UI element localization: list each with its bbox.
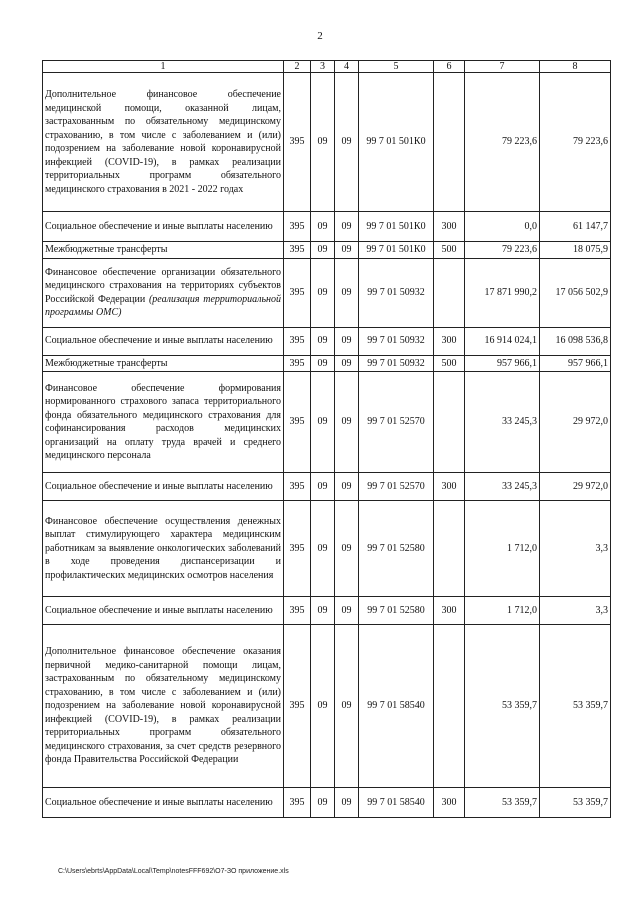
cell-col6: 300 — [434, 597, 465, 625]
table-row — [43, 625, 611, 788]
cell-col6 — [434, 372, 465, 473]
cell-col7: 33 245,3 — [465, 473, 540, 501]
table-row — [43, 372, 611, 473]
cell-col8: 29 972,0 — [540, 473, 611, 501]
table-row — [43, 501, 611, 597]
cell-col8: 29 972,0 — [540, 372, 611, 473]
cell-col2: 395 — [284, 788, 311, 818]
cell-col2: 395 — [284, 242, 311, 259]
cell-col8: 16 098 536,8 — [540, 327, 611, 355]
column-header: 8 — [540, 61, 611, 73]
cell-col3: 09 — [311, 327, 335, 355]
cell-col2: 395 — [284, 355, 311, 372]
cell-col4: 09 — [335, 501, 359, 597]
column-header: 3 — [311, 61, 335, 73]
table-row — [43, 73, 611, 212]
cell-col2: 395 — [284, 625, 311, 788]
cell-col4: 09 — [335, 242, 359, 259]
cell-col3: 09 — [311, 625, 335, 788]
table-row — [43, 327, 611, 355]
table-row — [43, 788, 611, 818]
column-header: 4 — [335, 61, 359, 73]
row-description: Социальное обеспечение и иные выплаты населению — [43, 788, 284, 818]
row-description: Дополнительное финансовое обеспечение медицинской помощи, оказанной лицам, застрахованным по обязательному медицинскому страхованию, в том числе с заболеванием и (или) подозрением на заболевание новой коронавирусной инфекцией (COVID-19), в рамках реализации территориальных программ обязательного медицинского страхования в 2021 - 2022 годах — [43, 73, 284, 212]
budget-table — [42, 60, 611, 818]
table-row — [43, 597, 611, 625]
cell-col2: 395 — [284, 372, 311, 473]
cell-col8: 957 966,1 — [540, 355, 611, 372]
cell-col8: 3,3 — [540, 501, 611, 597]
cell-col6 — [434, 501, 465, 597]
cell-col3: 09 — [311, 212, 335, 242]
cell-col7: 53 359,7 — [465, 788, 540, 818]
header-row — [43, 61, 611, 73]
cell-col6: 300 — [434, 788, 465, 818]
cell-col8: 18 075,9 — [540, 242, 611, 259]
row-description: Межбюджетные трансферты — [43, 355, 284, 372]
cell-col2: 395 — [284, 501, 311, 597]
cell-col2: 395 — [284, 327, 311, 355]
cell-col5: 99 7 01 501К0 — [359, 212, 434, 242]
row-description-note: (реализация территориальной программы ОМС) — [45, 293, 281, 318]
cell-col5: 99 7 01 501К0 — [359, 242, 434, 259]
cell-col4: 09 — [335, 355, 359, 372]
cell-col8: 53 359,7 — [540, 625, 611, 788]
cell-col8: 53 359,7 — [540, 788, 611, 818]
cell-col7: 957 966,1 — [465, 355, 540, 372]
cell-col7: 79 223,6 — [465, 242, 540, 259]
cell-col6: 500 — [434, 355, 465, 372]
row-description: Социальное обеспечение и иные выплаты населению — [43, 473, 284, 501]
cell-col4: 09 — [335, 625, 359, 788]
cell-col2: 395 — [284, 597, 311, 625]
cell-col3: 09 — [311, 597, 335, 625]
cell-col7: 16 914 024,1 — [465, 327, 540, 355]
cell-col2: 395 — [284, 212, 311, 242]
cell-col7: 0,0 — [465, 212, 540, 242]
row-description: Межбюджетные трансферты — [43, 242, 284, 259]
cell-col2: 395 — [284, 258, 311, 327]
cell-col5: 99 7 01 501К0 — [359, 73, 434, 212]
column-header: 2 — [284, 61, 311, 73]
cell-col7: 53 359,7 — [465, 625, 540, 788]
cell-col3: 09 — [311, 372, 335, 473]
cell-col5: 99 7 01 52570 — [359, 372, 434, 473]
cell-col4: 09 — [335, 258, 359, 327]
cell-col7: 17 871 990,2 — [465, 258, 540, 327]
cell-col7: 1 712,0 — [465, 501, 540, 597]
cell-col6: 500 — [434, 242, 465, 259]
cell-col5: 99 7 01 52580 — [359, 501, 434, 597]
cell-col6 — [434, 73, 465, 212]
cell-col3: 09 — [311, 73, 335, 212]
file-path-footer: C:\Users\ebrts\AppData\Local\Temp\notesFFF692\O7-ЗО приложение.xls — [58, 868, 289, 875]
cell-col5: 99 7 01 50932 — [359, 355, 434, 372]
cell-col7: 33 245,3 — [465, 372, 540, 473]
cell-col3: 09 — [311, 258, 335, 327]
row-description — [43, 258, 284, 327]
cell-col6: 300 — [434, 327, 465, 355]
row-description: Социальное обеспечение и иные выплаты населению — [43, 597, 284, 625]
cell-col5: 99 7 01 52580 — [359, 597, 434, 625]
column-header: 1 — [43, 61, 284, 73]
cell-col2: 395 — [284, 73, 311, 212]
cell-col7: 79 223,6 — [465, 73, 540, 212]
cell-col5: 99 7 01 52570 — [359, 473, 434, 501]
row-description: Дополнительное финансовое обеспечение оказания первичной медико-санитарной помощи лицам, застрахованным по обязательному медицинскому страхованию, в том числе с заболеванием и (или) подозрением на заболевание новой коронавирусной инфекцией (COVID-19), в рамках реализации территориальных программ обязательного медицинского страхования, за счет средств резервного фонда Правительства Российской Федерации — [43, 625, 284, 788]
cell-col5: 99 7 01 50932 — [359, 327, 434, 355]
cell-col4: 09 — [335, 597, 359, 625]
cell-col8: 3,3 — [540, 597, 611, 625]
table-row — [43, 242, 611, 259]
cell-col4: 09 — [335, 73, 359, 212]
cell-col3: 09 — [311, 473, 335, 501]
row-description: Финансовое обеспечение осуществления денежных выплат стимулирующего характера медицинским работникам за выявление онкологических заболеваний в ходе проведения диспансеризации и профилактических медицинских осмотров населения — [43, 501, 284, 597]
cell-col3: 09 — [311, 501, 335, 597]
column-header: 7 — [465, 61, 540, 73]
cell-col3: 09 — [311, 242, 335, 259]
cell-col5: 99 7 01 50932 — [359, 258, 434, 327]
cell-col4: 09 — [335, 372, 359, 473]
cell-col6 — [434, 625, 465, 788]
cell-col6: 300 — [434, 212, 465, 242]
cell-col3: 09 — [311, 355, 335, 372]
cell-col8: 61 147,7 — [540, 212, 611, 242]
cell-col6 — [434, 258, 465, 327]
cell-col4: 09 — [335, 788, 359, 818]
table-row — [43, 258, 611, 327]
cell-col5: 99 7 01 58540 — [359, 788, 434, 818]
row-description: Социальное обеспечение и иные выплаты населению — [43, 212, 284, 242]
table-row — [43, 473, 611, 501]
cell-col5: 99 7 01 58540 — [359, 625, 434, 788]
column-header: 6 — [434, 61, 465, 73]
cell-col3: 09 — [311, 788, 335, 818]
row-description: Финансовое обеспечение формирования нормированного страхового запаса территориального фонда обязательного медицинского страхования для софинансирования расходов медицинских организаций на оплату труда врачей и среднего медицинского персонала — [43, 372, 284, 473]
cell-col8: 79 223,6 — [540, 73, 611, 212]
cell-col7: 1 712,0 — [465, 597, 540, 625]
cell-col2: 395 — [284, 473, 311, 501]
row-description: Социальное обеспечение и иные выплаты населению — [43, 327, 284, 355]
table-row — [43, 212, 611, 242]
table-row — [43, 355, 611, 372]
cell-col4: 09 — [335, 327, 359, 355]
cell-col8: 17 056 502,9 — [540, 258, 611, 327]
page-number: 2 — [317, 30, 323, 42]
cell-col4: 09 — [335, 473, 359, 501]
row-description-text: Финансовое обеспечение организации обязательного медицинского страхования на территориях субъектов Российской Федерации — [45, 266, 281, 305]
cell-col6: 300 — [434, 473, 465, 501]
cell-col4: 09 — [335, 212, 359, 242]
column-header: 5 — [359, 61, 434, 73]
